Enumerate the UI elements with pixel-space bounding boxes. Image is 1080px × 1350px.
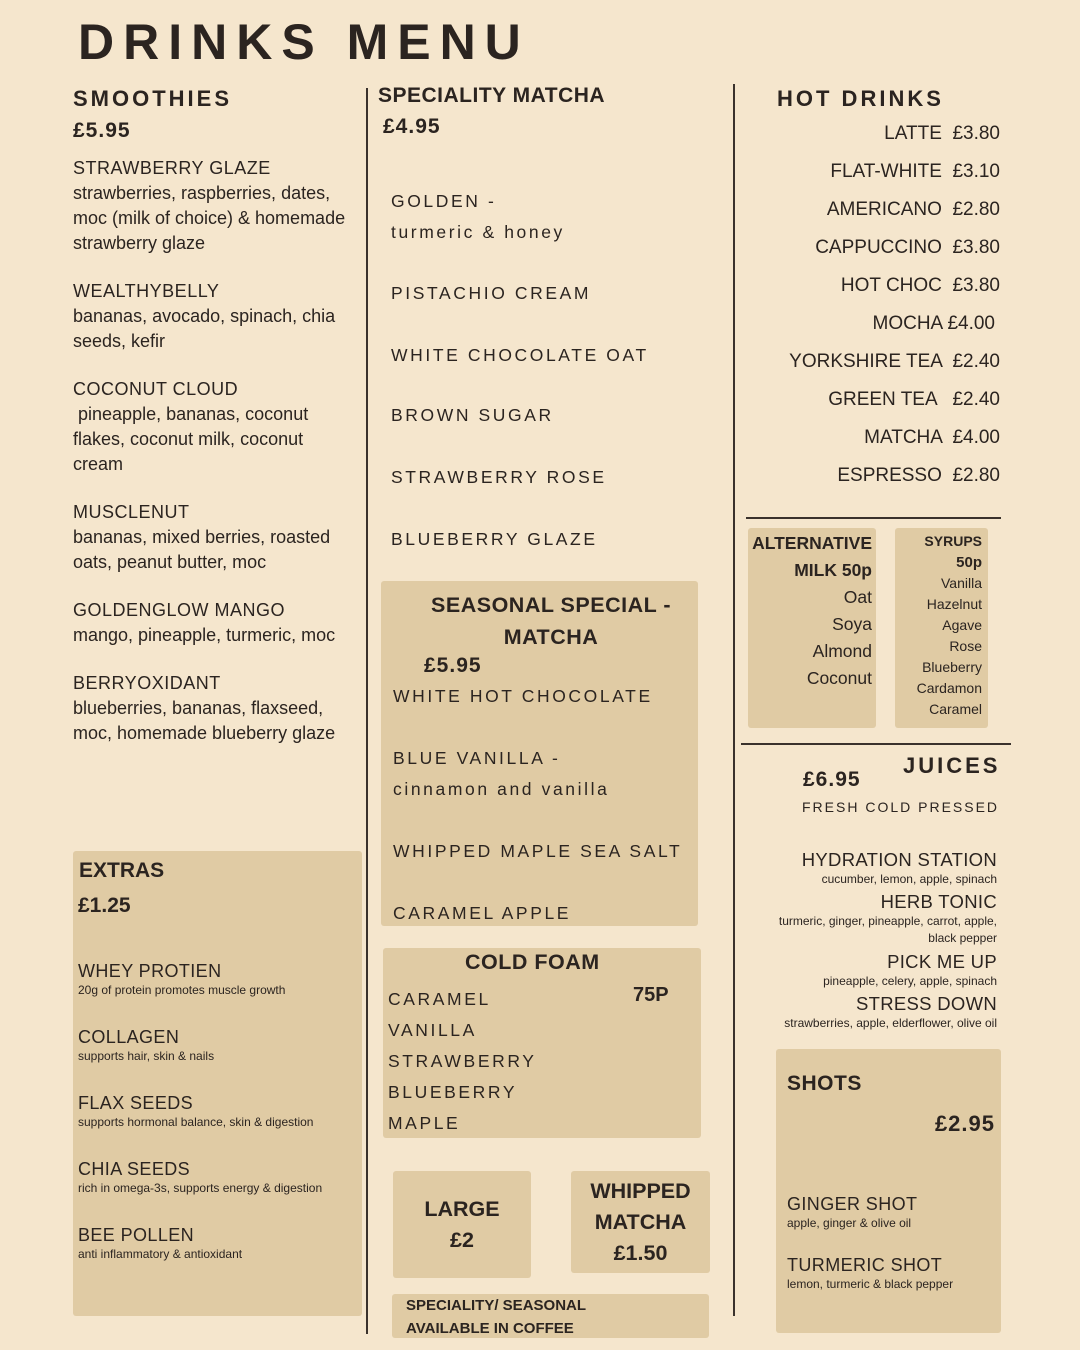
shot-name: TURMERIC SHOT	[787, 1255, 943, 1275]
list-item	[787, 1193, 999, 1232]
smoothie-name: COCONUT CLOUD	[73, 379, 239, 399]
list-item: BLUEBERRY	[388, 1082, 518, 1102]
matcha-desc: turmeric & honey	[391, 222, 565, 242]
list-item: CARAMEL	[388, 989, 491, 1009]
alt-milk-content	[752, 530, 872, 692]
smoothie-name: WEALTHYBELLY	[73, 281, 220, 301]
list-item: STRAWBERRY	[388, 1051, 537, 1071]
divider-right	[733, 84, 735, 1316]
coffee-note-line1: SPECIALITY/ SEASONAL	[406, 1297, 587, 1314]
cold-foam-heading: COLD FOAM	[465, 950, 600, 974]
juice-desc: pineapple, celery, apple, spinach	[823, 974, 997, 988]
extra-desc: rich in omega-3s, supports energy & digestion	[78, 1181, 323, 1195]
extra-desc: supports hair, skin & nails	[78, 1049, 215, 1063]
matcha-name: STRAWBERRY ROSE	[391, 467, 607, 487]
hot-drinks-heading: HOT DRINKS	[777, 86, 944, 111]
extras-price: £1.25	[78, 894, 131, 917]
list-item	[78, 1158, 360, 1196]
large-box	[393, 1171, 531, 1278]
shots-box	[776, 1049, 1001, 1333]
matcha-name: BROWN SUGAR	[391, 405, 554, 425]
list-item	[393, 836, 713, 898]
list-item	[391, 340, 721, 400]
list-item	[787, 1254, 999, 1293]
seasonal-item-name: WHIPPED MAPLE SEA SALT	[393, 841, 683, 861]
seasonal-item-name: WHITE HOT CHOCOLATE	[393, 686, 653, 706]
seasonal-heading-line1: SEASONAL SPECIAL -	[431, 593, 671, 617]
syrups-box	[895, 528, 988, 728]
list-item	[391, 524, 721, 555]
cold-foam-price: 75P	[633, 984, 669, 1006]
matcha-name: PISTACHIO CREAM	[391, 283, 592, 303]
smoothie-desc: mango, pineapple, turmeric, moc	[73, 625, 336, 645]
list-item	[391, 186, 721, 278]
list-item	[740, 849, 997, 888]
list-item	[73, 377, 358, 477]
juice-desc: turmeric, ginger, pineapple, carrot, apple,	[778, 914, 997, 928]
list-item	[73, 156, 358, 256]
list-item	[391, 278, 721, 340]
smoothie-desc: bananas, avocado, spinach, chia seeds, kefir	[73, 306, 336, 351]
seasonal-list	[393, 681, 713, 929]
list-item: MAPLE	[388, 1113, 461, 1133]
list-item	[393, 898, 713, 929]
list-item: VANILLA	[388, 1020, 477, 1040]
juices-heading: JUICES	[903, 753, 1001, 778]
seasonal-heading	[381, 589, 721, 653]
smoothie-name: STRAWBERRY GLAZE	[73, 158, 271, 178]
list-item: Soya	[832, 614, 872, 634]
extra-name: COLLAGEN	[78, 1027, 180, 1047]
extra-name: WHEY PROTIEN	[78, 961, 222, 981]
extras-list	[78, 960, 360, 1290]
list-item: Almond	[812, 641, 872, 661]
list-item	[393, 743, 713, 836]
juice-desc: cucumber, lemon, apple, spinach	[821, 872, 997, 886]
extra-desc: 20g of protein promotes muscle growth	[78, 983, 286, 997]
list-item: MOCHA £4.00	[872, 313, 995, 334]
juice-name: HERB TONIC	[880, 891, 997, 912]
whipped-price: £1.50	[613, 1241, 668, 1265]
seasonal-item-name: BLUE VANILLA -	[393, 748, 561, 768]
list-item: Caramel	[929, 701, 982, 717]
list-item	[73, 279, 358, 354]
juice-desc: black pepper	[928, 931, 997, 945]
juice-name: PICK ME UP	[887, 951, 997, 972]
extra-desc: anti inflammatory & antioxidant	[78, 1247, 243, 1261]
extra-name: CHIA SEEDS	[78, 1159, 191, 1179]
list-item: Oat	[843, 587, 872, 607]
list-item: CAPPUCCINO £3.80	[815, 237, 1000, 258]
shots-heading: SHOTS	[787, 1072, 862, 1095]
divider-juices	[741, 743, 1011, 745]
list-item: YORKSHIRE TEA £2.40	[789, 351, 1000, 372]
whipped-label-2: MATCHA	[594, 1210, 687, 1234]
divider-hot-drinks	[746, 517, 1001, 519]
seasonal-price: £5.95	[424, 654, 482, 677]
smoothies-price: £5.95	[73, 119, 131, 142]
list-item: ESPRESSO £2.80	[837, 465, 1000, 486]
juice-name: STRESS DOWN	[855, 993, 997, 1014]
syrups-heading: SYRUPS	[924, 533, 982, 549]
list-item: GREEN TEA £2.40	[828, 389, 1000, 410]
list-item: Rose	[949, 638, 982, 654]
list-item	[740, 891, 997, 947]
matcha-name: WHITE CHOCOLATE OAT	[391, 345, 649, 365]
seasonal-item-name: CARAMEL APPLE	[393, 903, 572, 923]
smoothie-desc: bananas, mixed berries, roasted oats, peanut butter, moc	[73, 527, 331, 572]
extras-box	[73, 851, 362, 1316]
smoothie-name: BERRYOXIDANT	[73, 673, 221, 693]
list-item: AMERICANO £2.80	[826, 199, 1000, 220]
smoothie-desc: strawberries, raspberries, dates, moc (milk of choice) & homemade strawberry glaze	[73, 183, 346, 253]
hot-drinks-list	[740, 115, 1000, 495]
shots-price: £2.95	[934, 1111, 995, 1136]
list-item	[73, 671, 358, 746]
smoothies-list	[73, 156, 358, 769]
whipped-label: WHIPPED	[590, 1179, 691, 1203]
list-item	[78, 1224, 360, 1262]
juices-list	[740, 849, 997, 1032]
cold-foam-box	[383, 948, 701, 1138]
list-item	[73, 500, 358, 575]
list-item: Coconut	[806, 668, 872, 688]
list-item	[78, 960, 360, 998]
list-item: Cardamon	[916, 680, 982, 696]
alt-milk-price: MILK 50p	[794, 560, 872, 580]
shot-name: GINGER SHOT	[787, 1194, 918, 1214]
shot-desc: lemon, turmeric & black pepper	[787, 1277, 954, 1291]
coffee-note-box	[392, 1294, 709, 1338]
list-item	[391, 400, 721, 462]
list-item	[740, 993, 997, 1032]
seasonal-item-desc: cinnamon and vanilla	[393, 779, 610, 799]
smoothie-desc: blueberries, bananas, flaxseed, moc, homemade blueberry glaze	[73, 698, 336, 743]
seasonal-heading-line2: MATCHA	[503, 625, 599, 649]
list-item: HOT CHOC £3.80	[840, 275, 1000, 296]
extras-heading: EXTRAS	[79, 859, 165, 882]
list-item: Hazelnut	[926, 596, 982, 612]
extra-name: FLAX SEEDS	[78, 1093, 194, 1113]
list-item: FLAT-WHITE £3.10	[830, 161, 1000, 182]
smoothie-desc: pineapple, bananas, coconut flakes, coconut milk, coconut cream	[73, 404, 314, 474]
list-item: MATCHA £4.00	[864, 427, 1000, 448]
list-item	[78, 1026, 360, 1064]
shots-list	[787, 1193, 999, 1293]
list-item: Agave	[942, 617, 982, 633]
list-item	[393, 681, 713, 743]
syrups-price: 50p	[956, 554, 982, 571]
matcha-name: BLUEBERRY GLAZE	[391, 529, 598, 549]
list-item: Blueberry	[922, 659, 982, 675]
juice-desc: strawberries, apple, elderflower, olive oil	[784, 1016, 997, 1030]
matcha-price: £4.95	[383, 115, 441, 138]
large-label: LARGE	[424, 1197, 500, 1221]
list-item	[740, 951, 997, 990]
extra-desc: supports hormonal balance, skin & digestion	[78, 1115, 314, 1129]
smoothie-name: GOLDENGLOW MANGO	[73, 600, 286, 620]
extra-name: BEE POLLEN	[78, 1225, 195, 1245]
coffee-note-line2: AVAILABLE IN COFFEE	[406, 1320, 574, 1337]
matcha-list	[391, 186, 721, 555]
list-item	[391, 462, 721, 524]
list-item: Vanilla	[941, 575, 982, 591]
seasonal-box	[381, 581, 698, 926]
shot-desc: apple, ginger & olive oil	[787, 1216, 912, 1230]
juices-subtitle: FRESH COLD PRESSED	[802, 799, 1000, 815]
syrups-content	[917, 531, 982, 720]
alt-milk-box	[748, 528, 876, 728]
juices-price: £6.95	[803, 768, 861, 791]
divider-left	[366, 88, 368, 1334]
list-item	[73, 598, 358, 648]
smoothie-name: MUSCLENUT	[73, 502, 190, 522]
cold-foam-list	[388, 984, 537, 1139]
list-item	[78, 1092, 360, 1130]
alt-milk-heading: ALTERNATIVE	[752, 533, 872, 553]
page-title: DRINKS MENU	[78, 14, 530, 70]
list-item: LATTE £3.80	[884, 123, 1000, 144]
smoothies-heading: SMOOTHIES	[73, 86, 233, 111]
large-price: £2	[450, 1228, 474, 1252]
juice-name: HYDRATION STATION	[801, 849, 997, 870]
matcha-heading: SPECIALITY MATCHA	[378, 84, 606, 107]
matcha-name: GOLDEN -	[391, 191, 497, 211]
whipped-matcha-box	[571, 1171, 710, 1273]
